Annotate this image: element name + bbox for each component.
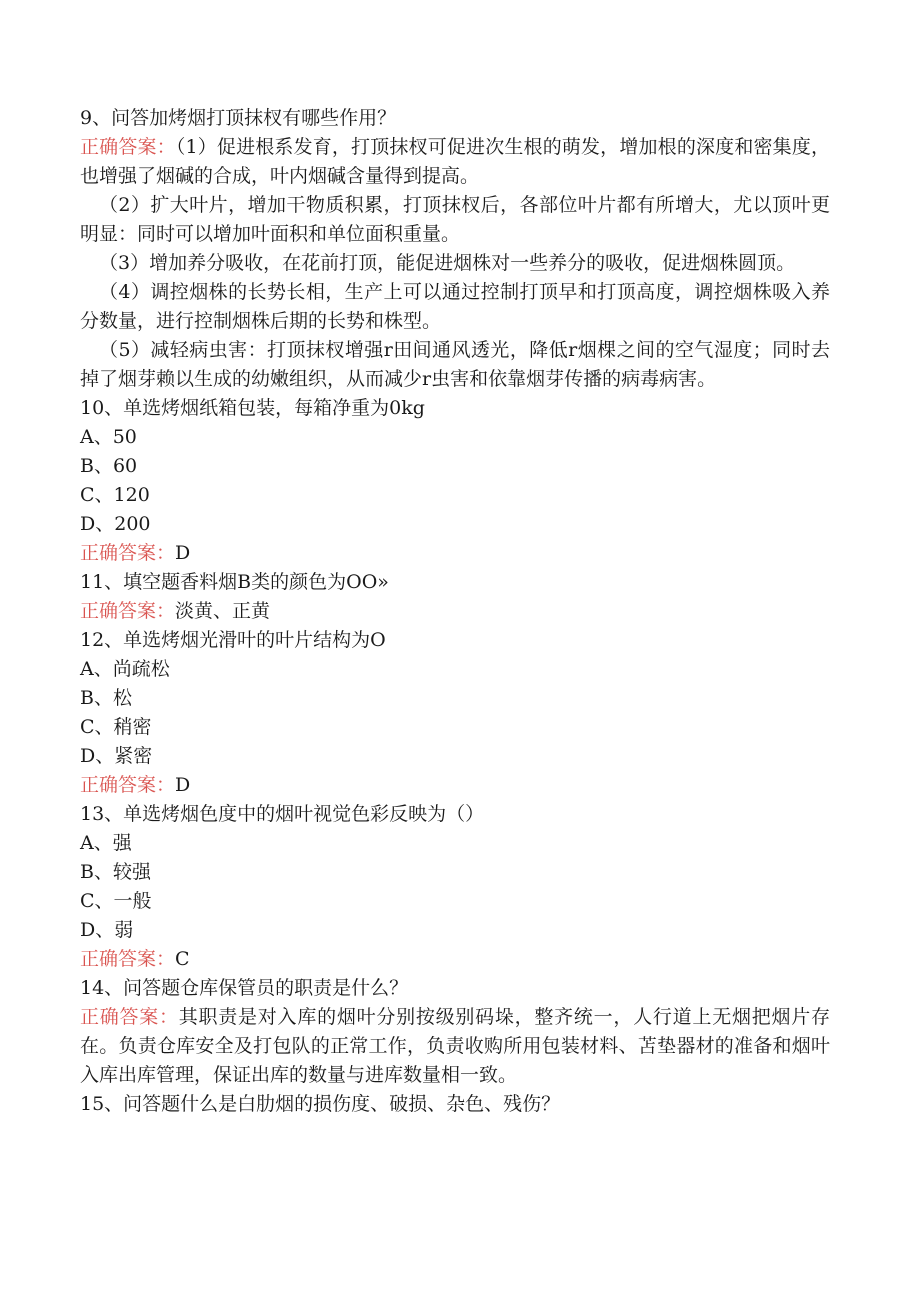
option-a: A、50 [80,426,137,448]
question-9-point-4: （4）调控烟株的长势长相，生产上可以通过控制打顶早和打顶高度，调控烟株吸入养分数量，进行控制烟株后期的长势和株型。 [80,281,830,332]
answer-label: 正确答案： [80,1006,179,1028]
question-13-title: 13、单选烤烟色度中的烟叶视觉色彩反映为（） [80,803,485,825]
question-11-title: 11、填空题香料烟B类的颜色为OO» [80,571,389,593]
option-b: B、较强 [80,861,151,883]
answer-label: 正确答案： [80,774,176,796]
question-14-title: 14、问答题仓库保管员的职责是什么？ [80,977,409,999]
answer-label: 正确答案： [80,948,176,970]
question-10-answer [80,539,830,568]
option-d: D、200 [80,513,151,535]
question-9-point-2: （2）扩大叶片，增加干物质积累，打顶抹杈后，各部位叶片都有所增大，尤以顶叶更明显：同时可以增加叶面积和单位面积重量。 [80,194,830,245]
option-a: A、强 [80,832,132,854]
document-page [80,104,830,1119]
answer-text: 其职责是对入库的烟叶分别按级别码垛，整齐统一，人行道上无烟把烟片存在。负责仓库安全及打包队的正常工作，负责收购所用包装材料、苫垫器材的准备和烟叶入库出库管理，保证出库的数量与进库数量相一致。 [80,1006,830,1086]
answer-label: 正确答案： [80,542,176,564]
answer-text: D [175,542,191,564]
answer-text: （1）促进根系发育，打顶抹杈可促进次生根的萌发，增加根的深度和密集度，也增强了烟碱的合成，叶内烟碱含量得到提高。 [80,136,830,187]
answer-text: C [175,948,190,970]
question-14-answer [80,1003,830,1090]
option-c: C、稍密 [80,716,152,738]
option-a: A、尚疏松 [80,658,170,680]
question-9-point-3: （3）增加养分吸收，在花前打顶，能促进烟株对一些养分的吸收，促进烟株圆顶。 [99,252,796,274]
answer-text: D [175,774,191,796]
question-9-point-5: （5）减轻病虫害：打顶抹杈增强r田间通风透光，降低r烟棵之间的空气湿度；同时去掉了烟芽赖以生成的幼嫩组织，从而减少r虫害和依靠烟芽传播的病毒病害。 [80,339,830,390]
question-10-title: 10、单选烤烟纸箱包装，每箱净重为0kg [80,397,425,419]
question-12-answer [80,771,830,800]
question-15-title: 15、问答题什么是白肋烟的损伤度、破损、杂色、残伤？ [80,1093,561,1115]
option-b: B、60 [80,455,138,477]
answer-label: 正确答案： [80,600,176,622]
question-9-answer [80,133,830,191]
answer-label: 正确答案： [80,136,176,158]
question-9-title: 9、问答加烤烟打顶抹杈有哪些作用？ [80,107,397,129]
answer-text: 淡黄、正黄 [175,600,271,622]
question-11-answer [80,597,830,626]
option-c: C、一般 [80,890,152,912]
option-c: C、120 [80,484,150,506]
option-d: D、紧密 [80,745,153,767]
question-13-answer [80,945,830,974]
question-12-title: 12、单选烤烟光滑叶的叶片结构为O [80,629,386,651]
option-d: D、弱 [80,919,134,941]
option-b: B、松 [80,687,132,709]
